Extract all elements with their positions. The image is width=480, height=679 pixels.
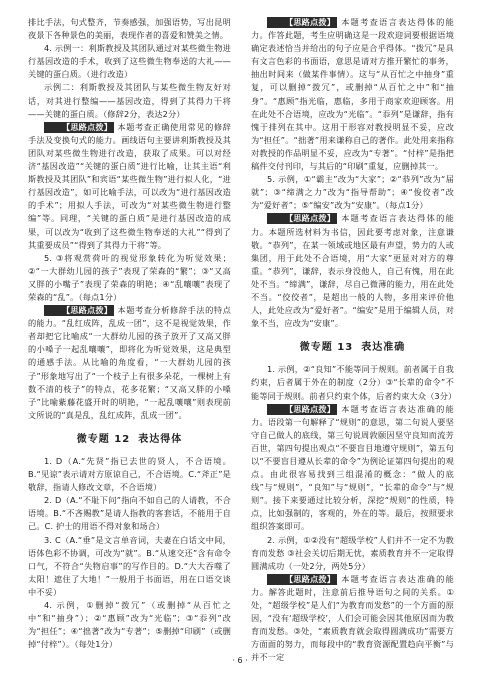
hint-tag: 【思路点拨】 — [267, 404, 337, 415]
paragraph-text: 本题考查分析修辞手法的特点的能力。“乱红成阵，乱成一团”，这不是视觉效果，作者却把它比喻成“一大群幼儿园的孩子放开了又高又胖的小嗓子一起乱嚷嚷”，即将化为听觉效果，这是典型的通感手法。从比喻的角度看，“一大群幼儿园的孩子”形象地写出了“一个枝子上有很多朵花，一棵树上有数不清的枝子”的特点，花多花繁；“又高又胖的小嗓子”比喻紫藤花盛开时的明艳，“一起乱嚷嚷”则表现前文所说的“真是乱，乱红成阵，乱成一团”。 — [28, 305, 231, 420]
page-number: · 6 · — [232, 656, 248, 665]
hint-tag: 【思路点拨】 — [267, 574, 337, 585]
heading-title: 表达准确 — [361, 342, 406, 354]
paragraph: 排比手法，句式整齐，节奏感强，加强语势，写出昆明夜景下各种景色的美丽，表现作者的喜爱和赞美之情。 — [28, 17, 231, 41]
paragraph: 5. 示例，①“霸主”改为“大家”；②“恭列”改为“届就”；③“缔满之力”改为“指导帮助”；④“俊佼者”改为“爱好者”；⑤“编安”改为“安康”。（每点1分） — [251, 174, 454, 211]
paragraph: 3. C（A.“垂”是文言单音词，夫妻在白话文中间，语体色彩不协调，可改为“就”。B.“从速交还”含有命令口气，不符合“失物启事”的写作目的。D.“大大吞噬了太阳！遮住了大地！”一般用于书面语，用在口语交谈中不妥） — [28, 534, 231, 597]
paragraph: 4. 示例一：利斯教授及其团队通过对某些微生物进行基因改造的手术，收到了这些微生物奉送的大礼——关键的蛋白质。（进行改造） — [28, 43, 231, 80]
section-heading — [251, 341, 454, 354]
paragraph — [251, 16, 454, 173]
paragraph: 1. D（A.“先贤”指已去世的贤人，不合语境。B.“见谅”表示请对方原谅自己，不合语境。C.“斧正”是敬辞，指请人修改文章，不合语境） — [28, 456, 231, 493]
hint-tag: 【思路点拨】 — [44, 122, 114, 133]
hint-tag: 【思路点拨】 — [44, 305, 114, 316]
heading-title: 表达得体 — [138, 433, 183, 445]
paragraph — [251, 403, 454, 534]
hint-tag: 【思路点拨】 — [267, 17, 337, 28]
heading-number: 微专题 12 — [76, 433, 131, 445]
paragraph: 1. 示例，②“良知”不能等同于规则。前者属于自我约束，后者属于外在的制度（2分）③“长辈的命令”不能等同于规则。前者只约束个体，后者约束大众（3分） — [251, 364, 457, 401]
paragraph-text: 本题考查语言表达得体的能力。本题所选材料为书信，因此要考虑对象，注意谦敬。“恭列”，在某一领域或地区最有声望，势力的人或集团，用于此处不合语境，用“大家”更显对对方的尊重。“恭列”，谦辞，表示身没他人，自己有愧，用在此处不当。“缔满”，谦辞，尽自己微薄的能力，用在此处不当。“佼佼者”，是超出一般的人物，多用来评价他人，此处应改为“爱好者”。“编安”是用于编辑人员，对象不当，应改为“安康”。 — [251, 213, 454, 329]
paragraph-text: 本题考查语言表达准确的能力。语段第一句解释了“规则”的意思，第二句说人要坚守自己做人的底线，第三句说周敦颐因坚守良知而流芳百世，第四句提出观点“不要盲目地遵守规则”，第五句以“不要盲目遵从长辈的命令”为例论证第四句提出的观点。由此很容易找到三组混淆的概念：“做人的底线”与“规则”，“良知”与“规则”，“长辈的命令”与“规则”。接下来要通过比较分析，深挖“规则”的性质，特点，比如强制的，客观的，外在的等。最后，按照要求组织答案即可。 — [251, 403, 454, 532]
paragraph: 示例二：利斯教授及其团队与某些微生物友好对话，对其进行整编——基因改造，得到了其得力干将——关键的蛋白质。（修辞2分，表达2分） — [28, 82, 231, 119]
hint-tag: 【思路点拨】 — [267, 213, 337, 224]
paragraph: 2. D（A.“不耻下问”指向不如自己的人请教，不合语境。B.“不吝赐教”是请人指教的客套话，不能用于自己。C. 护士的用语不得对象和场合） — [28, 495, 231, 532]
paragraph — [251, 573, 454, 665]
paragraph: 4. 示例，①删掉“拨冗”（或删掉“从百忙之中”和“抽身”）；②“惠顾”改为“光临”；③“忝列”改为“担任”；④“拙著”改为“专著”；⑤删掉“印刷”（或删掉“付梓”）。（每处1分） — [28, 600, 231, 650]
paragraph: 5. ③将观赏荷叶的视觉形象转化为听觉效果；②“一大群幼儿园的孩子”表现了荣森的“繁”；③“又高又胖的小嘴子”表现了荣森的明艳；④“乱嚷嚷”表现了荣森的“乱”。（每点1分） — [28, 252, 231, 302]
right-column — [251, 16, 457, 665]
paragraph: 2. 示例，①②没有“超级学校”人们并不一定不为教育而发愁 ③社会关切后期无忧，素质教育并不一定取得圆满成功（一处2分，两处5分） — [251, 534, 454, 571]
paragraph — [28, 121, 231, 252]
paragraph-text: 本题考查语言表达准确的能力。解答此题时，注意前后推导语句之间的关系。①处，“超级学校”是人们“为教育而发愁”的一个方面的原因，“没有‘超级学校’，人们会可能会因其他原因而为教育而发愁。③处，“素质教育就会取得圆满成功”需要方方面面的努力，而每段中的“教育资源配置趋向平衡”与并不一定 — [251, 573, 454, 663]
paragraph-text: 本题考查正确使用常见的修辞手法及变换句式的能力。画线语句主要讲利斯教授及其团队对某些微生物进行改造，获取了成果。可以对经济“基因改造”“关键的蛋白质”进行比喻，让其主语“利斯教授及其团队”和宾语“某些微生物”进行拟人化，“进行基因改造”，如可比喻手法，可以改为“进行基因改造的手术”；用拟人手法，可改为“对某些微生物进行整编”等。同理，“关键的蛋白质”是进行基因改造的成果，可以改为“收到了这些微生物奉送的大礼”“得到了其重要成员”“得到了其得力干将”等。 — [28, 121, 231, 250]
paragraph — [251, 212, 454, 330]
paragraph — [28, 304, 231, 422]
paragraph-text: 本题考查语言表达得体的能力。作答此题，考生应明确这是一段欢迎词要根据语境确定表述恰当并给出的句子应是合乎得体。“拨冗”是具有文言色彩的书面语，意思是请对方推开繁忙的事务，抽出时间来（做某件事情）。这与“从百忙之中抽身”重复，可以删掉“拨冗”，或删掉“从百忙之中”和“抽身”。“惠顾”指光临，惠临，多用于商家欢迎顾客。用在此处不合语境，应改为“光临”。“忝列”是谦辞，指有愧于排列在其中。这用于形容对教授明显不妥，应改为“担任”。“拙著”用来谦称自己的著作。此处用来指称对教授的作品明显不妥，应改为“专著”。“付梓”是指把稿件交付刊印，与其后的“印刷”重复，应删掉其一。 — [251, 17, 454, 172]
section-heading — [28, 433, 231, 446]
left-column — [28, 16, 231, 651]
heading-number: 微专题 13 — [299, 342, 354, 354]
